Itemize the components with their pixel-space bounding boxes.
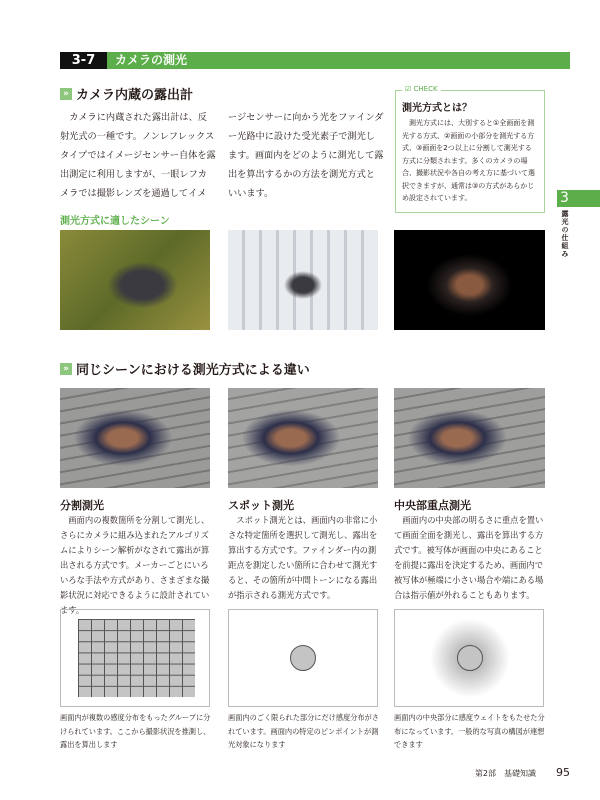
double-chevron-icon: » [60, 363, 72, 375]
photo-dark [394, 230, 545, 330]
metering-grid [78, 619, 195, 697]
section-number: 3-7 [60, 52, 107, 69]
heading-text: カメラ内蔵の露出計 [76, 88, 194, 103]
page-footer [475, 766, 570, 779]
method-title-center: 中央部重点測光 [394, 499, 471, 512]
method-text-center: 画面内の中央部の明るさに重点を置いて画面全面を測光し、露出を算出する方式です。被写体が画面の中央にあることを前提に露出を決定するため、画面内で被写体が極端に小さい場合や端にある場合は指示値が外れることもあります。 [394, 515, 544, 600]
diagram-evaluative [60, 609, 210, 707]
diagram-spot [228, 609, 378, 707]
check-title: 測光方式とは？ [402, 103, 472, 114]
scene-label: 測光方式に適したシーン [60, 216, 170, 227]
photo-evaluative [60, 388, 210, 488]
footer-part: 第2部 基礎知識 [474, 769, 536, 778]
photo-spot [228, 388, 378, 488]
photo-lawn [60, 230, 210, 330]
method-title-evaluative: 分割測光 [60, 499, 104, 512]
heading-text: 同じシーンにおける測光方式による違い [76, 363, 310, 378]
double-chevron-icon: » [60, 88, 72, 100]
intro-col1: カメラに内蔵された露出計は、反射光式の一種です。ノンレフレックスタイプではイメージセンサー自体を露出測定に利用しますが、一眼レフカメラでは撮影レンズを通過してイメ [60, 112, 216, 199]
spot-circle [290, 645, 316, 671]
page-number: 95 [556, 766, 570, 779]
section-header [60, 52, 570, 69]
check-text: 測光方式には、大別すると①全画面を測光する方式、②画面の小部分を測光する方式、③画面を2つ以上に分割して測光する方式に分類されます。多くのカメラの場合、撮影状況や各自の考え方に基づいて選択できますが、通常は③の方式があらかじめ設定されています。 [402, 119, 535, 202]
heading-builtin-meter [60, 84, 193, 103]
check-box [395, 85, 545, 213]
photo-window [228, 230, 378, 330]
center-circle [457, 645, 483, 671]
method-text-evaluative: 画面内の複数箇所を分割して測光し、さらにカメラに組み込まれたアルゴリズムによりシーン解析がなされて露出が算出される方式です。メーカーごとにいろいろな手法や方式があり、さまざまな撮影状況に対応できるように設計されています。 [60, 515, 210, 615]
caption-center: 画面内の中央部分に感度ウェイトをもたせた分布になっています。一般的な写真の構図が連想できます [394, 713, 545, 749]
method-text-spot: スポット測光とは、画面内の非常に小さな特定箇所を選択して測光し、露出を算出する方式です。ファインダー内の測距点を測定したい箇所に合わせて測光すると、その箇所が中間トーンになる露出が指示される測光方式です。 [228, 515, 378, 600]
heading-comparison [60, 359, 310, 378]
method-title-spot: スポット測光 [228, 499, 294, 512]
photo-center-weighted [394, 388, 545, 488]
caption-evaluative: 画面内が複数の感度分布をもったグループに分けられています。ここから撮影状況を推測し、露出を算出します [60, 713, 211, 749]
caption-spot: 画面内のごく限られた部分にだけ感度分布がされています。画面内の特定のピンポイントが測光対象になります [228, 713, 379, 749]
chapter-tab: 3 [557, 190, 600, 207]
intro-col2: ージセンサーに向かう光をファインダー光路中に設けた受光素子で測光します。画面内をどのように測光して露出を算出するかの方法を測光方式といいます。 [228, 112, 384, 199]
diagram-center [394, 609, 544, 707]
check-label: ☑ CHECK [402, 85, 441, 93]
chapter-tab-text: 露光の仕組み [561, 210, 569, 258]
section-title: カメラの測光 [115, 53, 188, 67]
